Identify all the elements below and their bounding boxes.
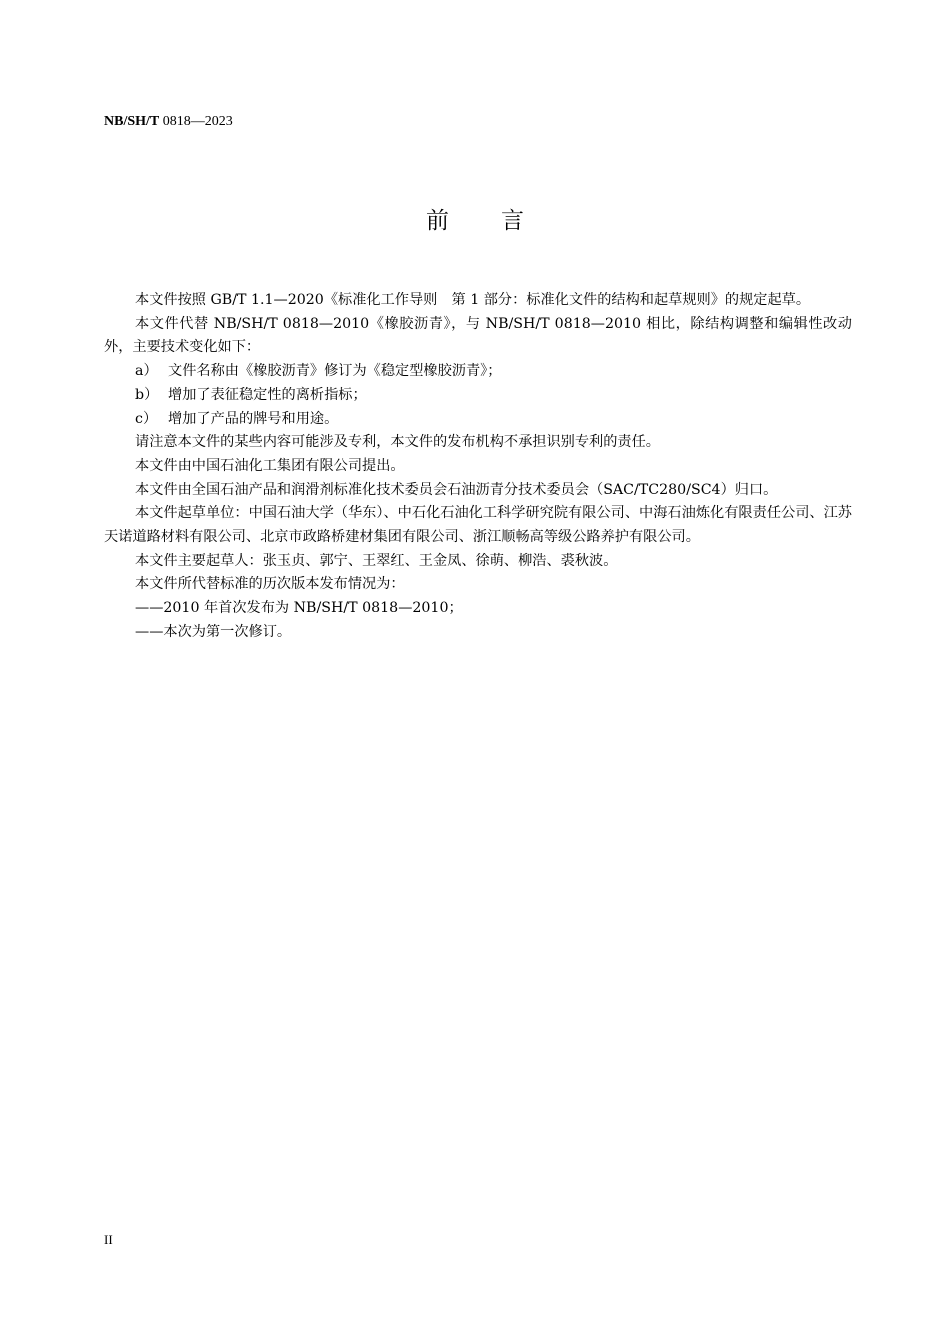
list-marker: b） [135,386,159,403]
paragraph-drafting-rules: 本文件按照 GB/T 1.1—2020《标准化工作导则 第 1 部分：标准化文件的结构和起草规则》的规定起草。 [135,292,811,308]
list-item [104,360,852,384]
list-item-text: 增加了表征稳定性的离析指标； [168,386,367,403]
paragraph-replaces: 本文件代替 NB/SH/T 0818—2010《橡胶沥青》，与 NB/SH/T 0818—2010 相比，除结构调整和编辑性改动外，主要技术变化如下： [104,315,852,356]
document-code-number: 0818—2023 [159,114,233,129]
paragraph-drafting-units: 本文件起草单位：中国石油大学（华东）、中石化石油化工科学研究院有限公司、中海石油炼化有限责任公司、江苏天诺道路材料有限公司、北京市政路桥建材集团有限公司、浙江顺畅高等级公路养护有限公司。 [104,505,852,546]
paragraph-proposed-by: 本文件由中国石油化工集团有限公司提出。 [135,457,405,474]
history-item: ——2010 年首次发布为 NB/SH/T 0818—2010； [135,600,463,617]
paragraph-drafters: 本文件主要起草人：张玉贞、郭宁、王翠红、王金凤、徐萌、柳浩、裘秋波。 [135,552,618,569]
document-code-prefix: NB/SH/T [104,114,160,129]
paragraph-under-jurisdiction: 本文件由全国石油产品和润滑剂标准化技术委员会石油沥青分技术委员会（SAC/TC280/SC4）归口。 [135,481,778,498]
paragraph-patent-notice: 请注意本文件的某些内容可能涉及专利，本文件的发布机构不承担识别专利的责任。 [135,434,660,451]
document-code [104,114,233,130]
list-item-text: 文件名称由《橡胶沥青》修订为《稳定型橡胶沥青》； [168,363,502,380]
paragraph-history-intro: 本文件所代替标准的历次版本发布情况为： [135,576,405,593]
list-marker: a） [135,363,158,380]
list-item-text: 增加了产品的牌号和用途。 [168,410,339,427]
foreword-body [104,289,852,645]
page-title: 前言 [426,208,576,234]
page-number: II [104,1232,113,1247]
list-item [104,384,852,408]
history-item: ——本次为第一次修订。 [135,623,292,640]
list-marker: c） [135,410,158,427]
list-item [104,408,852,432]
